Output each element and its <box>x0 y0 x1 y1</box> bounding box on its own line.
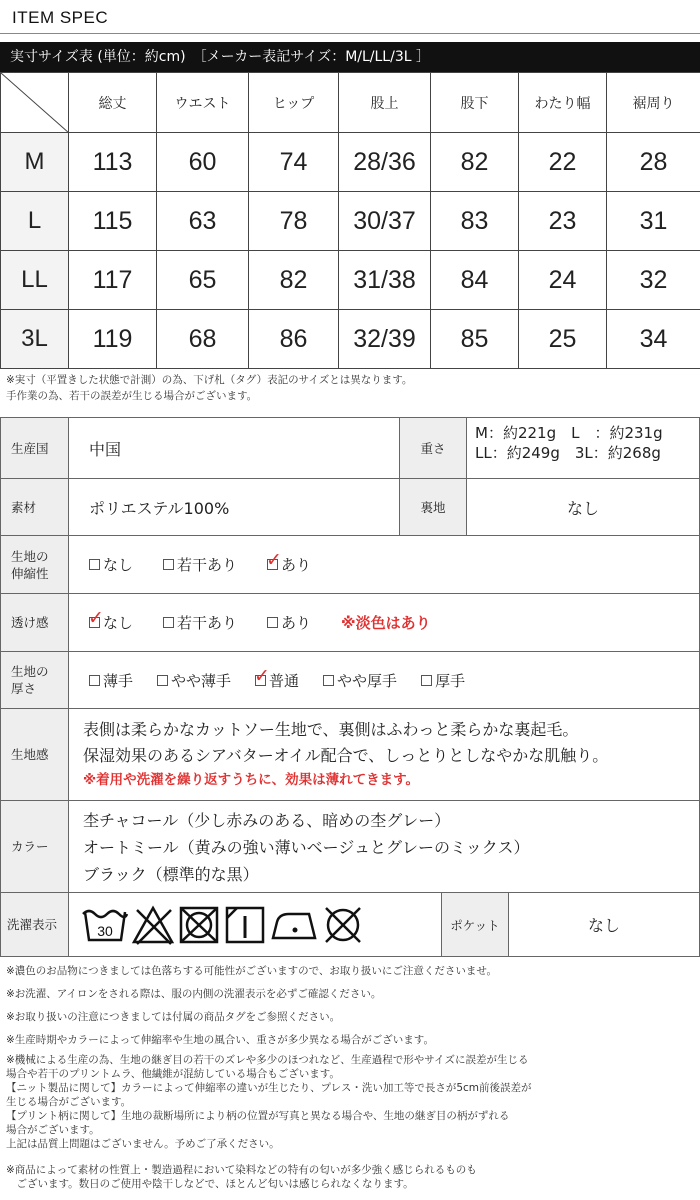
label-line: 生地の <box>11 548 49 564</box>
option-label: 普通 <box>269 671 300 690</box>
pocket-value: なし <box>587 916 620 935</box>
size-note: 手作業の為、若干の誤差が生じる場合がございます。 <box>6 390 258 402</box>
footer-note: 場合がございます。 <box>6 1124 100 1136</box>
washing-icons <box>81 893 365 956</box>
checkbox-icon <box>421 675 432 686</box>
column-header: 裾周り <box>607 73 700 133</box>
footer-note: ございます。数日のご使用や陰干しなどで、ほとんど匂いは感じられなくなります。 <box>6 1178 414 1190</box>
column-header: 総丈 <box>69 73 157 133</box>
spec-label: 裏地 <box>399 479 467 535</box>
spec-row-stretch <box>1 536 699 594</box>
option-label: 薄手 <box>103 671 134 690</box>
table-cell: 83 <box>431 192 519 251</box>
spec-row-thickness <box>1 652 699 709</box>
spec-row-material <box>1 479 699 536</box>
column-header: 股下 <box>431 73 519 133</box>
footer-note: 【ニット製品に関して】カラーによって伸縮率の違いが生じたり、プレス・洗い加工等で長さが5cm前後誤差が <box>6 1082 532 1094</box>
check-mark-icon: ✓ <box>88 607 104 629</box>
table-cell: 30/37 <box>339 192 431 251</box>
iron-low-icon <box>269 904 319 946</box>
table-cell: 82 <box>249 251 339 310</box>
table-cell: 78 <box>249 192 339 251</box>
option-label: 若干あり <box>177 614 238 632</box>
footer-note: 【プリント柄に関して】生地の裁断場所により柄の位置が写真と異なる場合や、生地の継ぎ目の柄がずれる <box>6 1110 510 1122</box>
option-item <box>89 670 133 691</box>
checkbox-icon <box>157 675 168 686</box>
spec-row-sheer <box>1 594 699 652</box>
no-dry-clean-icon <box>321 904 365 946</box>
spec-label: 透け感 <box>1 594 69 651</box>
checkbox-icon <box>89 559 100 570</box>
stretch-options <box>89 536 341 593</box>
spec-row-origin <box>1 418 699 479</box>
checkbox-icon <box>266 549 282 571</box>
option-label: なし <box>103 556 134 574</box>
table-cell: 31 <box>607 192 700 251</box>
option-label: あり <box>281 614 312 632</box>
size-table <box>0 72 700 369</box>
size-note: ※実寸（平置きした状態で計測）の為、下げ札（タグ）表記のサイズとは異なります。 <box>6 374 413 386</box>
size-label: M <box>1 133 69 192</box>
table-cell: 68 <box>157 310 249 369</box>
table-row <box>1 192 700 251</box>
footer-note: ※商品によって素材の性質上・製造過程において染料などの特有の匂いが多少強く感じられるものも <box>6 1164 477 1176</box>
footer-note: ※生産時期やカラーによって伸縮率や生地の風合い、重さが多少異なる場合がございます。 <box>6 1034 434 1046</box>
no-bleach-icon <box>131 904 175 946</box>
option-label: 若干あり <box>177 556 238 574</box>
lining-value: なし <box>566 498 599 518</box>
option-item <box>89 554 133 575</box>
size-label: L <box>1 192 69 251</box>
option-item <box>267 612 311 633</box>
sheer-note: ※淡色はあり <box>341 614 431 632</box>
table-cell: 32/39 <box>339 310 431 369</box>
option-item-checked <box>88 607 134 633</box>
option-item-checked <box>254 664 300 691</box>
option-item <box>323 670 397 691</box>
table-cell: 65 <box>157 251 249 310</box>
option-label: あり <box>281 556 312 574</box>
weight-value <box>475 423 663 463</box>
checkbox-icon <box>89 675 100 686</box>
spec-table <box>0 417 700 957</box>
table-cell: 117 <box>69 251 157 310</box>
table-cell: 22 <box>519 133 607 192</box>
footer-note: ※濃色のお品物につきましては色落ちする可能性がございますので、お取り扱いにご注意くださいませ。 <box>6 965 498 977</box>
table-cell: 115 <box>69 192 157 251</box>
texture-text <box>83 717 608 791</box>
option-label: やや厚手 <box>337 671 398 690</box>
footer-note: 場合や若干のプリントムラ、他繊維が混紡している場合もございます。 <box>6 1068 340 1080</box>
check-mark-icon: ✓ <box>254 664 270 687</box>
spec-label: 生産国 <box>1 418 69 478</box>
spec-label <box>1 536 69 593</box>
texture-line: 表側は柔らかなカットソー生地で、裏側はふわっと柔らかな裏起毛。 <box>83 720 579 739</box>
size-label: LL <box>1 251 69 310</box>
size-table-header: 実寸サイズ表 (単位：約cm) ［メーカー表記サイズ：M/L/LL/3L ］ <box>0 42 700 72</box>
spec-label <box>1 652 69 708</box>
item-spec-title-bar <box>0 4 700 34</box>
table-cell: 28 <box>607 133 700 192</box>
texture-line: 保湿効果のあるシアバターオイル配合で、しっとりとしなやかな肌触り。 <box>83 746 609 765</box>
no-tumble-dry-icon <box>177 904 221 946</box>
wash-30-icon <box>81 904 129 946</box>
table-cell: 82 <box>431 133 519 192</box>
color-item: オートミール（黄みの強い薄いベージュとグレーのミックス） <box>83 838 530 857</box>
table-cell: 32 <box>607 251 700 310</box>
checkbox-icon <box>163 617 174 628</box>
checkbox-icon <box>88 607 104 629</box>
table-cell: 23 <box>519 192 607 251</box>
table-cell: 63 <box>157 192 249 251</box>
spec-row-color <box>1 801 699 893</box>
table-cell: 85 <box>431 310 519 369</box>
table-cell: 24 <box>519 251 607 310</box>
label-line: 厚さ <box>11 681 37 696</box>
option-item <box>157 670 231 691</box>
label-line: 伸縮性 <box>11 565 49 581</box>
option-item <box>421 670 465 691</box>
footer-note: 生じる場合がございます。 <box>6 1096 132 1108</box>
color-item: ブラック（標準的な黒） <box>83 865 259 884</box>
table-cell: 31/38 <box>339 251 431 310</box>
spec-label: 洗濯表示 <box>1 893 69 956</box>
thickness-options <box>89 652 465 708</box>
spec-label: カラー <box>1 801 69 892</box>
label-line: 生地の <box>11 664 49 679</box>
footer-note: ※機械による生産の為、生地の継ぎ目の若干のズレや多少のほつれなど、生産過程で形やサイズに誤差が生じる <box>6 1054 529 1066</box>
table-row <box>1 251 700 310</box>
checkbox-icon <box>163 559 174 570</box>
table-row <box>1 133 700 192</box>
checkbox-icon <box>323 675 334 686</box>
wash-temp-label: 30 <box>97 922 113 939</box>
table-cell: 74 <box>249 133 339 192</box>
table-cell: 34 <box>607 310 700 369</box>
option-label: なし <box>103 614 134 632</box>
checkbox-icon <box>267 617 278 628</box>
sheer-options <box>89 594 431 651</box>
spec-label: ポケット <box>441 893 509 956</box>
column-header: 股上 <box>339 73 431 133</box>
table-cell: 84 <box>431 251 519 310</box>
table-row <box>1 310 700 369</box>
footer-note: ※お取り扱いの注意につきましては付属の商品タグをご参照ください。 <box>6 1011 341 1023</box>
spec-row-washing <box>1 893 699 956</box>
footer-note: 上記は品質上問題はございません。予めご了承ください。 <box>6 1138 280 1150</box>
size-table-header-row <box>1 73 700 133</box>
option-item-checked <box>266 549 312 575</box>
option-label: やや薄手 <box>171 671 232 690</box>
option-item <box>163 554 237 575</box>
diagonal-line-icon <box>1 73 69 133</box>
weight-line: M：約221g L ：約231g <box>475 424 663 442</box>
table-corner-cell <box>1 73 69 133</box>
spec-label: 素材 <box>1 479 69 535</box>
table-cell: 86 <box>249 310 339 369</box>
page-title: ITEM SPEC <box>12 8 109 27</box>
color-list <box>83 807 530 888</box>
table-cell: 60 <box>157 133 249 192</box>
column-header: ヒップ <box>249 73 339 133</box>
line-dry-shade-icon <box>223 904 267 946</box>
column-header: わたり幅 <box>519 73 607 133</box>
checkbox-icon <box>254 664 270 687</box>
texture-note: ※着用や洗濯を繰り返すうちに、効果は薄れてきます。 <box>83 772 420 788</box>
table-cell: 28/36 <box>339 133 431 192</box>
table-cell: 119 <box>69 310 157 369</box>
size-label: 3L <box>1 310 69 369</box>
origin-value: 中国 <box>89 439 122 459</box>
spec-label: 重さ <box>399 418 467 478</box>
table-cell: 25 <box>519 310 607 369</box>
column-header: ウエスト <box>157 73 249 133</box>
color-item: 杢チャコール（少し赤みのある、暗めの杢グレー） <box>83 811 451 830</box>
check-mark-icon: ✓ <box>266 549 282 571</box>
material-value: ポリエステル100% <box>89 498 230 518</box>
table-cell: 113 <box>69 133 157 192</box>
footer-note: ※お洗濯、アイロンをされる際は、服の内側の洗濯表示を必ずご確認ください。 <box>6 988 382 1000</box>
spec-label: 生地感 <box>1 709 69 800</box>
weight-line: LL：約249g 3L：約268g <box>475 444 661 462</box>
spec-row-texture <box>1 709 699 801</box>
option-item <box>163 612 237 633</box>
option-label: 厚手 <box>435 671 466 690</box>
